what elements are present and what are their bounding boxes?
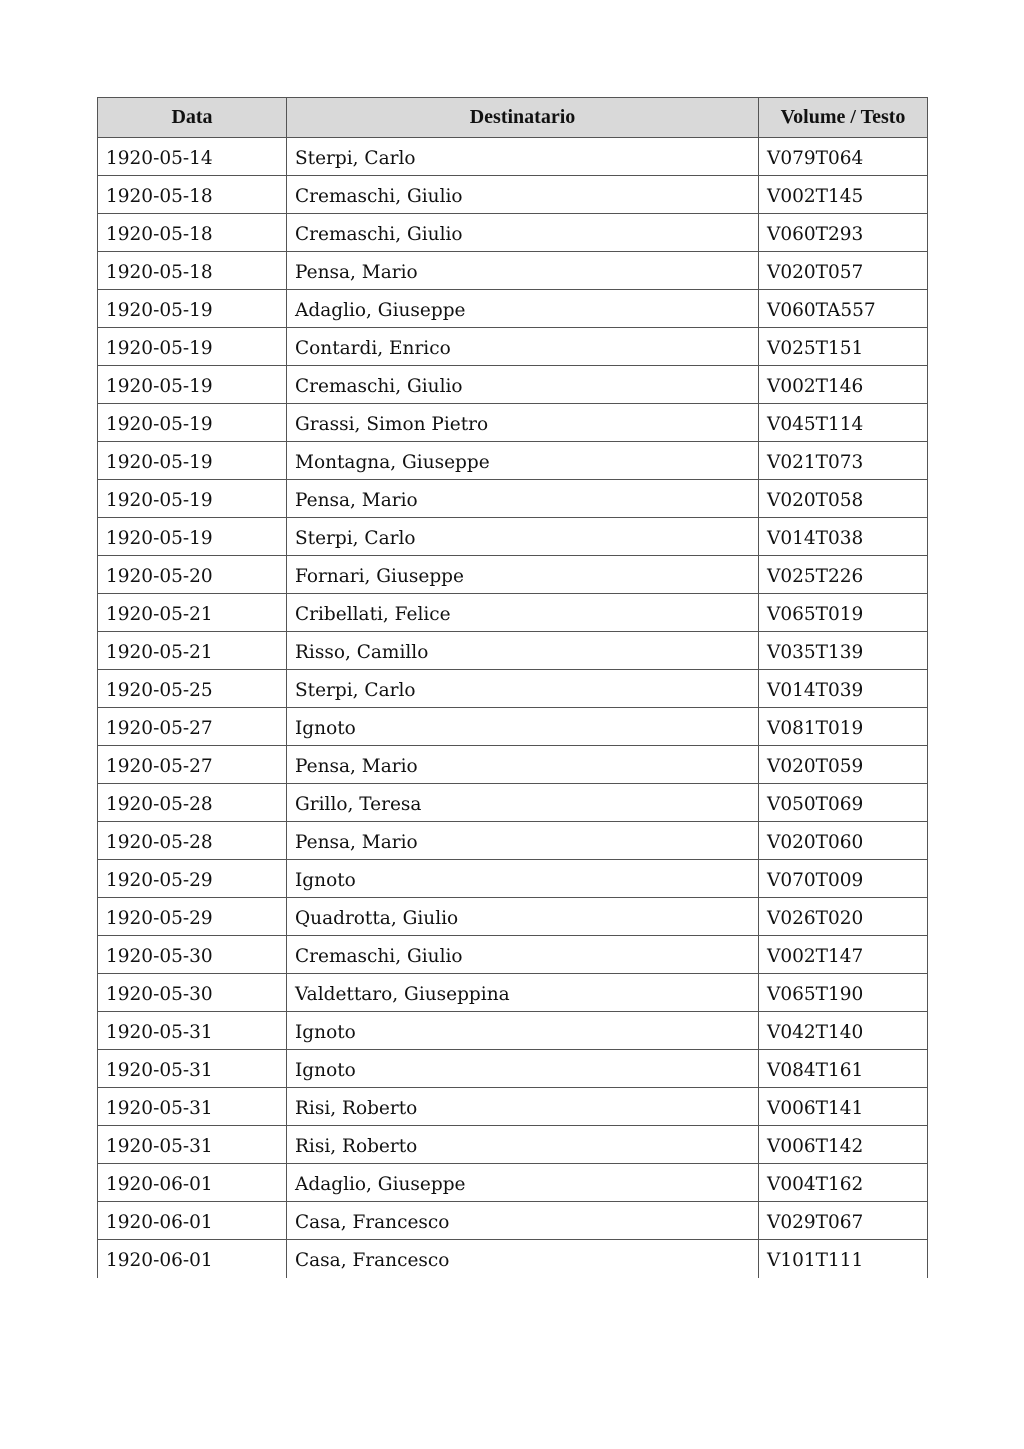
cell-recipient: Cremaschi, Giulio — [287, 214, 759, 252]
cell-recipient: Pensa, Mario — [287, 822, 759, 860]
cell-recipient: Montagna, Giuseppe — [287, 442, 759, 480]
cell-volume: V021T073 — [759, 442, 928, 480]
table-row — [98, 670, 928, 708]
cell-recipient: Risi, Roberto — [287, 1088, 759, 1126]
column-header-recipient: Destinatario — [287, 98, 759, 138]
cell-recipient: Sterpi, Carlo — [287, 518, 759, 556]
table-row — [98, 290, 928, 328]
column-header-date: Data — [98, 98, 287, 138]
cell-date: 1920-05-27 — [98, 708, 287, 746]
cell-volume: V020T060 — [759, 822, 928, 860]
table-row — [98, 974, 928, 1012]
table-row — [98, 252, 928, 290]
cell-volume: V070T009 — [759, 860, 928, 898]
table-body — [98, 138, 928, 1278]
cell-date: 1920-05-19 — [98, 328, 287, 366]
table-row — [98, 632, 928, 670]
table-row — [98, 518, 928, 556]
cell-date: 1920-05-19 — [98, 518, 287, 556]
cell-recipient: Cremaschi, Giulio — [287, 176, 759, 214]
cell-volume: V042T140 — [759, 1012, 928, 1050]
cell-date: 1920-05-21 — [98, 632, 287, 670]
table-row — [98, 746, 928, 784]
cell-volume: V006T141 — [759, 1088, 928, 1126]
cell-volume: V006T142 — [759, 1126, 928, 1164]
cell-recipient: Contardi, Enrico — [287, 328, 759, 366]
table-row — [98, 708, 928, 746]
cell-date: 1920-05-18 — [98, 214, 287, 252]
cell-date: 1920-05-28 — [98, 784, 287, 822]
cell-volume: V045T114 — [759, 404, 928, 442]
cell-date: 1920-05-19 — [98, 404, 287, 442]
cell-recipient: Ignoto — [287, 860, 759, 898]
cell-date: 1920-05-21 — [98, 594, 287, 632]
cell-volume: V020T059 — [759, 746, 928, 784]
cell-recipient: Risi, Roberto — [287, 1126, 759, 1164]
cell-volume: V020T057 — [759, 252, 928, 290]
table-row — [98, 214, 928, 252]
table-row — [98, 442, 928, 480]
cell-volume: V025T151 — [759, 328, 928, 366]
cell-date: 1920-06-01 — [98, 1240, 287, 1278]
column-header-volume: Volume / Testo — [759, 98, 928, 138]
cell-date: 1920-05-31 — [98, 1050, 287, 1088]
cell-recipient: Quadrotta, Giulio — [287, 898, 759, 936]
table-row — [98, 860, 928, 898]
table-row — [98, 1126, 928, 1164]
cell-recipient: Pensa, Mario — [287, 252, 759, 290]
cell-recipient: Ignoto — [287, 1050, 759, 1088]
table-row — [98, 822, 928, 860]
table-row — [98, 1240, 928, 1278]
cell-recipient: Casa, Francesco — [287, 1240, 759, 1278]
table-row — [98, 1088, 928, 1126]
cell-date: 1920-05-18 — [98, 252, 287, 290]
cell-volume: V025T226 — [759, 556, 928, 594]
cell-volume: V081T019 — [759, 708, 928, 746]
table-header — [98, 98, 928, 138]
cell-date: 1920-05-28 — [98, 822, 287, 860]
table-row — [98, 556, 928, 594]
cell-date: 1920-05-25 — [98, 670, 287, 708]
cell-volume: V065T190 — [759, 974, 928, 1012]
cell-volume: V026T020 — [759, 898, 928, 936]
table-row — [98, 898, 928, 936]
cell-volume: V004T162 — [759, 1164, 928, 1202]
header-row — [98, 98, 928, 138]
cell-recipient: Grassi, Simon Pietro — [287, 404, 759, 442]
cell-recipient: Pensa, Mario — [287, 746, 759, 784]
table-row — [98, 1050, 928, 1088]
cell-date: 1920-06-01 — [98, 1164, 287, 1202]
cell-volume: V060TA557 — [759, 290, 928, 328]
table-row — [98, 1202, 928, 1240]
cell-date: 1920-05-29 — [98, 860, 287, 898]
cell-recipient: Casa, Francesco — [287, 1202, 759, 1240]
table-row — [98, 1012, 928, 1050]
table-row — [98, 480, 928, 518]
cell-recipient: Cremaschi, Giulio — [287, 366, 759, 404]
cell-volume: V101T111 — [759, 1240, 928, 1278]
cell-recipient: Grillo, Teresa — [287, 784, 759, 822]
cell-date: 1920-05-18 — [98, 176, 287, 214]
letters-table — [97, 97, 928, 1278]
cell-recipient: Ignoto — [287, 1012, 759, 1050]
cell-date: 1920-05-20 — [98, 556, 287, 594]
cell-volume: V014T038 — [759, 518, 928, 556]
cell-volume: V060T293 — [759, 214, 928, 252]
cell-volume: V065T019 — [759, 594, 928, 632]
cell-recipient: Valdettaro, Giuseppina — [287, 974, 759, 1012]
table-row — [98, 784, 928, 822]
cell-recipient: Cremaschi, Giulio — [287, 936, 759, 974]
cell-recipient: Adaglio, Giuseppe — [287, 290, 759, 328]
cell-date: 1920-05-19 — [98, 480, 287, 518]
cell-date: 1920-05-31 — [98, 1126, 287, 1164]
cell-date: 1920-05-29 — [98, 898, 287, 936]
cell-date: 1920-05-31 — [98, 1088, 287, 1126]
cell-volume: V002T147 — [759, 936, 928, 974]
cell-recipient: Ignoto — [287, 708, 759, 746]
table-row — [98, 1164, 928, 1202]
cell-volume: V035T139 — [759, 632, 928, 670]
cell-recipient: Sterpi, Carlo — [287, 670, 759, 708]
cell-date: 1920-05-30 — [98, 974, 287, 1012]
cell-date: 1920-05-31 — [98, 1012, 287, 1050]
cell-date: 1920-05-19 — [98, 442, 287, 480]
cell-recipient: Cribellati, Felice — [287, 594, 759, 632]
cell-volume: V050T069 — [759, 784, 928, 822]
cell-recipient: Sterpi, Carlo — [287, 138, 759, 176]
cell-recipient: Risso, Camillo — [287, 632, 759, 670]
table-row — [98, 936, 928, 974]
cell-volume: V020T058 — [759, 480, 928, 518]
cell-date: 1920-05-27 — [98, 746, 287, 784]
cell-date: 1920-06-01 — [98, 1202, 287, 1240]
table-row — [98, 138, 928, 176]
cell-date: 1920-05-30 — [98, 936, 287, 974]
cell-volume: V084T161 — [759, 1050, 928, 1088]
cell-volume: V002T145 — [759, 176, 928, 214]
cell-volume: V002T146 — [759, 366, 928, 404]
table-row — [98, 328, 928, 366]
table-row — [98, 176, 928, 214]
cell-volume: V079T064 — [759, 138, 928, 176]
cell-date: 1920-05-19 — [98, 366, 287, 404]
cell-volume: V029T067 — [759, 1202, 928, 1240]
table-row — [98, 594, 928, 632]
document-page — [97, 97, 927, 1278]
cell-recipient: Adaglio, Giuseppe — [287, 1164, 759, 1202]
cell-recipient: Fornari, Giuseppe — [287, 556, 759, 594]
cell-date: 1920-05-14 — [98, 138, 287, 176]
table-row — [98, 404, 928, 442]
table-row — [98, 366, 928, 404]
cell-volume: V014T039 — [759, 670, 928, 708]
cell-date: 1920-05-19 — [98, 290, 287, 328]
cell-recipient: Pensa, Mario — [287, 480, 759, 518]
